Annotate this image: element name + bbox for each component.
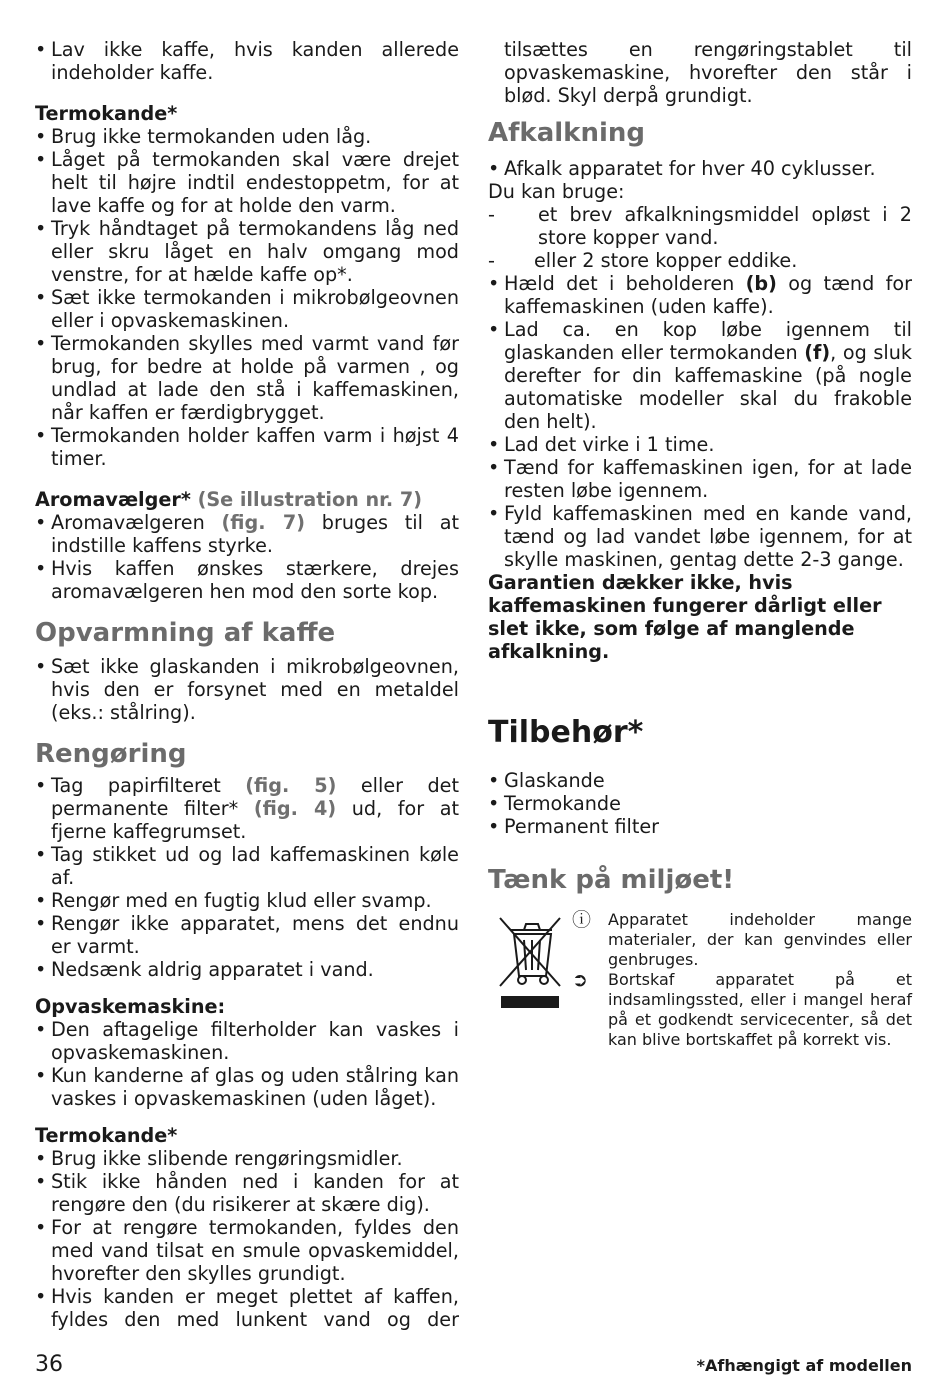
illustration-reference: (Se illustration nr. 7) <box>197 488 422 511</box>
env-dispose-row: ➲ Bortskaf apparatet på et indsamlingssted, eller i mangel heraf på et godkendt servicecenter, så det kan blive bortskaffet på korrekt vis. <box>572 969 912 1049</box>
environment-block <box>488 910 912 1050</box>
env-info-row: ⓘ Apparatet indeholder mange materialer, der kan genvindes eller genbruges. <box>572 909 912 969</box>
left-column <box>35 38 459 1331</box>
list-item: • Tag papirfilteret (fig. 5) eller det permanente filter* (fig. 4) ud, for at fjerne kaffegrumset. <box>35 774 459 843</box>
figure-reference: (fig. 4) <box>253 797 337 820</box>
weee-bin-icon <box>494 910 570 1050</box>
right-column <box>488 38 912 1050</box>
list-item: • Fyld kaffemaskinen med en kande vand, tænd og lad vandet løbe igennem, for at skylle maskinen, gentag dette 2-3 gange. <box>488 502 912 571</box>
list-item: • Stik ikke hånden ned i kanden for at rengøre den (du risikerer at skære dig). <box>35 1170 459 1216</box>
list-item: • Hæld det i beholderen (b) og tænd for kaffemaskinen (uden kaffe). <box>488 272 912 318</box>
section-heading-miljo: Tænk på miljøet! <box>488 865 735 895</box>
list-item: • Kun kanderne af glas og uden stålring kan vaskes i opvaskemaskinen (uden låget). <box>35 1064 459 1110</box>
section-heading-rengoring: Rengøring <box>35 739 187 769</box>
list-item: • Tag stikket ud og lad kaffemaskinen køle af. <box>35 843 459 889</box>
list-item: • Glaskande <box>488 769 605 792</box>
warranty-note: Garantien dækker ikke, hvis kaffemaskinen fungerer dårligt eller slet ikke, som følge af manglende afkalkning. <box>488 571 882 663</box>
list-item: • Den aftagelige filterholder kan vaskes i opvaskemaskinen. <box>35 1018 459 1064</box>
info-icon: ⓘ <box>572 909 592 931</box>
footnote: *Afhængigt af modellen <box>696 1356 912 1375</box>
list-item: • Låget på termokanden skal være drejet helt til højre indtil endestoppetm, for at lave kaffe og for at holde den varm. <box>35 148 459 217</box>
list-item: • Lav ikke kaffe, hvis kanden allerede indeholder kaffe. <box>35 38 459 84</box>
continuation-text: tilsættes en rengøringstablet til opvaskemaskine, hvorefter den står i blød. Skyl derpå grundigt. <box>504 38 912 107</box>
section-heading-opvarmning: Opvarmning af kaffe <box>35 618 336 648</box>
list-item: • Brug ikke slibende rengøringsmidler. <box>35 1147 403 1170</box>
arrow-icon: ➲ <box>572 969 588 991</box>
dash-item: - eller 2 store kopper eddike. <box>488 249 798 272</box>
list-item: • Lad ca. en kop løbe igennem til glaskanden eller termokanden (f), og sluk derefter for din kaffemaskine (på nogle automatiske modeller skal du frakoble den helt). <box>488 318 912 433</box>
part-reference: (f) <box>804 341 831 364</box>
list-item: • Sæt ikke glaskanden i mikrobølgeovnen, hvis den er forsynet med en metaldel (eks.: stålring). <box>35 655 459 724</box>
list-item: • Termokanden holder kaffen varm i højst 4 timer. <box>35 424 459 470</box>
section-heading-tilbehor: Tilbehør* <box>488 715 644 750</box>
list-item: • Termokande <box>488 792 621 815</box>
list-item: • Brug ikke termokanden uden låg. <box>35 125 372 148</box>
section-subtitle: Aromavælger* (Se illustration nr. 7) <box>35 488 422 511</box>
figure-reference: (fig. 5) <box>245 774 337 797</box>
list-item: • Hvis kanden er meget plettet af kaffen, fyldes den med lunkent vand og der <box>35 1285 459 1331</box>
list-item: • Hvis kaffen ønskes stærkere, drejes aromavælgeren hen mod den sorte kop. <box>35 557 459 603</box>
page-number: 36 <box>35 1352 63 1377</box>
list-item: • Tænd for kaffemaskinen igen, for at lade resten løbe igennem. <box>488 456 912 502</box>
figure-reference: (fig. 7) <box>221 511 305 534</box>
intro-text: Du kan bruge: <box>488 180 625 203</box>
part-reference: (b) <box>745 272 777 295</box>
section-subtitle: Opvaskemaskine: <box>35 995 226 1018</box>
list-item: • Afkalk apparatet for hver 40 cyklusser. <box>488 157 876 180</box>
list-item: • Lad det virke i 1 time. <box>488 433 715 456</box>
list-item: • Tryk håndtaget på termokandens låg ned eller skru låget en halv omgang mod venstre, for at hælde kaffe op*. <box>35 217 459 286</box>
list-item: • Sæt ikke termokanden i mikrobølgeovnen eller i opvaskemaskinen. <box>35 286 459 332</box>
list-item: • Rengør ikke apparatet, mens det endnu er varmt. <box>35 912 459 958</box>
section-subtitle: Termokande* <box>35 1124 178 1147</box>
list-item: • For at rengøre termokanden, fyldes den med vand tilsat en smule opvaskemiddel, hvorefter den skylles grundigt. <box>35 1216 459 1285</box>
section-heading-afkalkning: Afkalkning <box>488 118 646 148</box>
list-item: • Nedsænk aldrig apparatet i vand. <box>35 958 374 981</box>
dash-item: - et brev afkalkningsmiddel opløst i 2 store kopper vand. <box>488 203 912 249</box>
list-item: • Termokanden skylles med varmt vand før brug, for bedre at holde på varmen , og undlad at lade den stå i kaffemaskinen, når kaffen er færdigbrygget. <box>35 332 459 424</box>
section-subtitle: Termokande* <box>35 102 178 125</box>
list-item: • Permanent filter <box>488 815 660 838</box>
list-item: • Aromavælgeren (fig. 7) bruges til at indstille kaffens styrke. <box>35 511 459 557</box>
list-item: • Rengør med en fugtig klud eller svamp. <box>35 889 432 912</box>
